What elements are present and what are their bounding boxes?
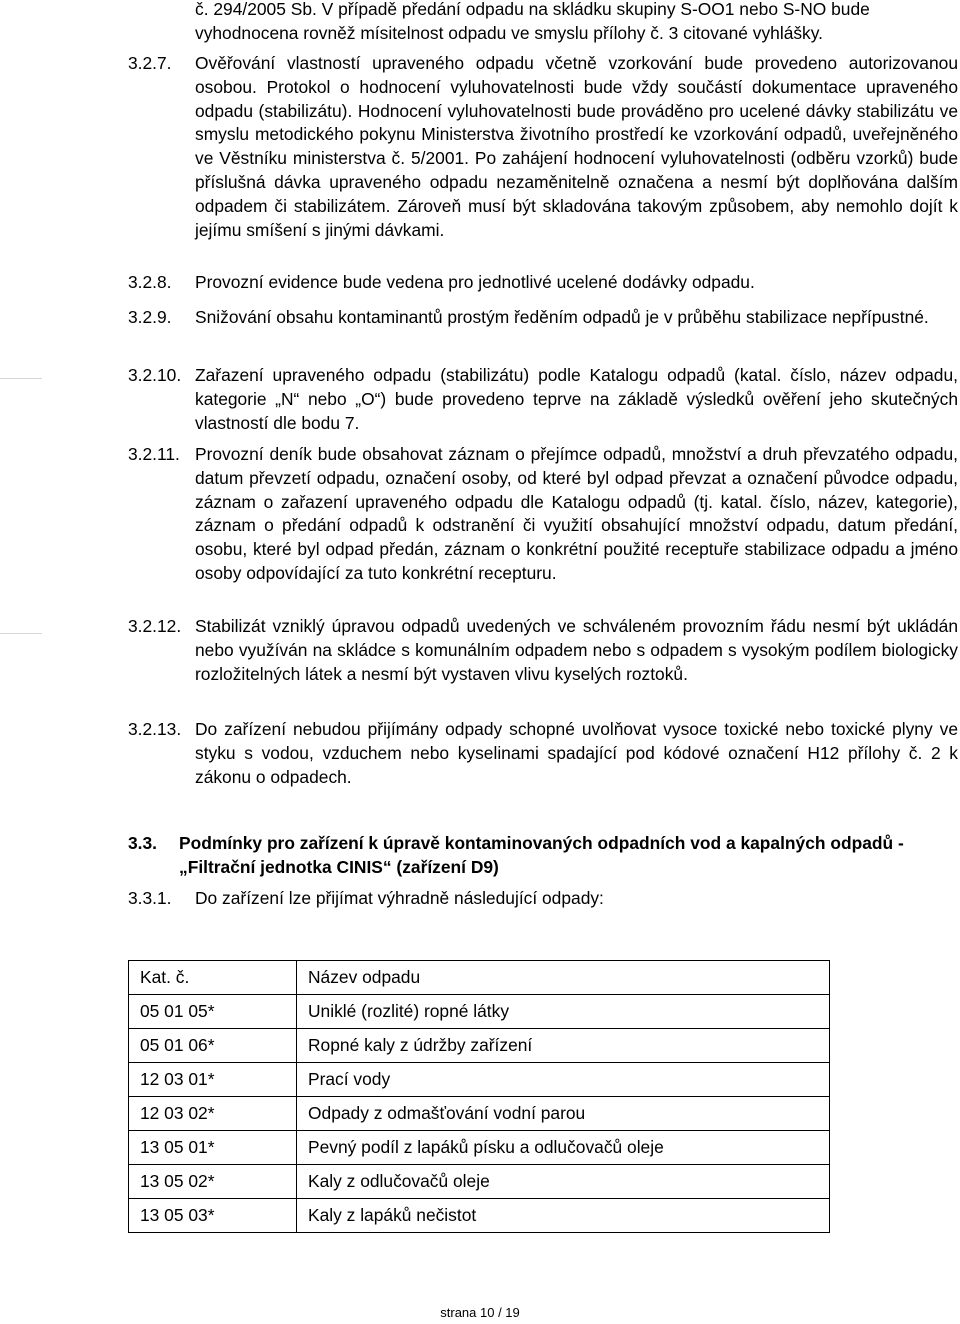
- table-row: [129, 1131, 830, 1165]
- clause-number: 3.2.7.: [128, 53, 172, 73]
- clause-text: Do zařízení lze přijímat výhradně následující odpady:: [195, 888, 604, 908]
- section-number: 3.3.: [128, 833, 158, 853]
- table-cell: Kaly z lapáků nečistot: [297, 1199, 830, 1233]
- clause-number: 3.3.1.: [128, 888, 172, 908]
- table-cell: 05 01 06*: [129, 1029, 297, 1063]
- table-row: [129, 1199, 830, 1233]
- table-cell: 12 03 01*: [129, 1063, 297, 1097]
- clause-text: Provozní deník bude obsahovat záznam o přejímce odpadů, množství a druh převzatého odpadu, datum převzetí odpadu, označení osoby, od které byl odpad převzat a označení původce odpadu, záznam o zařazení upraveného odpadu dle Katalogu odpadů (tj. katal. číslo, název, kategorie), záznam o předání odpadů k odstranění či využití obsahující množství odpadu, datum předání, osobu, které byl odpad předán, záznam o konkrétní použité receptuře stabilizace odpadu a jméno osoby odpovídající za tuto konkrétní recepturu.: [195, 444, 958, 583]
- table-cell: Odpady z odmašťování vodní parou: [297, 1097, 830, 1131]
- clause-text: Stabilizát vzniklý úpravou odpadů uvedených ve schváleném provozním řádu nesmí být ukládán nebo využíván na skládce s komunálním odpadem nebo s odpadem s vysokým podílem biologicky rozložitelných látek a nesmí být vystaven vlivu kyselých roztoků.: [195, 616, 958, 684]
- page-number: strana 10 / 19: [440, 1305, 520, 1320]
- table-cell: 13 05 02*: [129, 1165, 297, 1199]
- clause-text: Do zařízení nebudou přijímány odpady schopné uvolňovat vysoce toxické nebo toxické plyny ve styku s vodou, vzduchem nebo kyselinami spadající pod kódové označení H12 přílohy č. 2 k zákonu o odpadech.: [195, 719, 958, 787]
- table-cell: Pevný podíl z lapáků písku a odlučovačů oleje: [297, 1131, 830, 1165]
- table-row: [129, 1097, 830, 1131]
- clause-number: 3.2.11.: [128, 444, 180, 464]
- table-row: [129, 1063, 830, 1097]
- table-row: [129, 1029, 830, 1063]
- clause-number: 3.2.10.: [128, 365, 182, 385]
- table-row: [129, 995, 830, 1029]
- table-cell: Uniklé (rozlité) ropné látky: [297, 995, 830, 1029]
- table-cell: 05 01 05*: [129, 995, 297, 1029]
- waste-table: [128, 960, 830, 1233]
- table-row: [129, 1165, 830, 1199]
- clause-text: Provozní evidence bude vedena pro jednotlivé ucelené dodávky odpadu.: [195, 272, 755, 292]
- intro-paragraph: č. 294/2005 Sb. V případě předání odpadu na skládku skupiny S-OO1 nebo S-NO bude vyhodnocena rovněž mísitelnost odpadu ve smyslu přílohy č. 3 citované vyhlášky.: [195, 0, 870, 43]
- clause-text: Snižování obsahu kontaminantů prostým ředěním odpadů je v průběhu stabilizace nepřípustné.: [195, 307, 929, 327]
- section-title: Podmínky pro zařízení k úpravě kontaminovaných odpadních vod a kapalných odpadů - „Filtrační jednotka CINIS“ (zařízení D9): [179, 833, 904, 877]
- table-header-cell: Název odpadu: [297, 961, 830, 995]
- clause-text: Zařazení upraveného odpadu (stabilizátu) podle Katalogu odpadů (katal. číslo, název odpadu, kategorie „N“ nebo „O“) bude provedeno teprve na základě výsledků ověření jeho skutečných vlastností dle bodu 7.: [195, 365, 958, 433]
- clause-text: Ověřování vlastností upraveného odpadu včetně vzorkování bude provedeno autorizovanou osobou. Protokol o hodnocení vyluhovatelnosti bude vždy součástí dokumentace upraveného odpadu (stabilizátu). Hodnocení vyluhovatelnosti bude prováděno pro ucelené dávky stabilizátu ve smyslu metodického pokynu Ministerstva životního prostředí ke vzorkování odpadů, uveřejněného ve Věstníku ministerstva č. 5/2001. Po zahájení hodnocení vyluhovatelnosti (odběru vzorků) bude příslušná dávka upraveného odpadu nezaměnitelně označena a nesmí být doplňována dalším odpadem či stabilizátem. Zároveň musí být skladována takovým způsobem, aby nemohlo dojít k jejímu smíšení s jinými dávkami.: [195, 53, 958, 240]
- table-header-cell: Kat. č.: [129, 961, 297, 995]
- margin-mark: [0, 378, 42, 379]
- table-cell: 13 05 01*: [129, 1131, 297, 1165]
- clause-number: 3.2.13.: [128, 719, 182, 739]
- clause-number: 3.2.12.: [128, 616, 182, 636]
- table-cell: Prací vody: [297, 1063, 830, 1097]
- table-header-row: [129, 961, 830, 995]
- table-cell: 12 03 02*: [129, 1097, 297, 1131]
- table-cell: 13 05 03*: [129, 1199, 297, 1233]
- table-cell: Kaly z odlučovačů oleje: [297, 1165, 830, 1199]
- clause-number: 3.2.8.: [128, 272, 172, 292]
- table-cell: Ropné kaly z údržby zařízení: [297, 1029, 830, 1063]
- clause-number: 3.2.9.: [128, 307, 172, 327]
- margin-mark: [0, 633, 42, 634]
